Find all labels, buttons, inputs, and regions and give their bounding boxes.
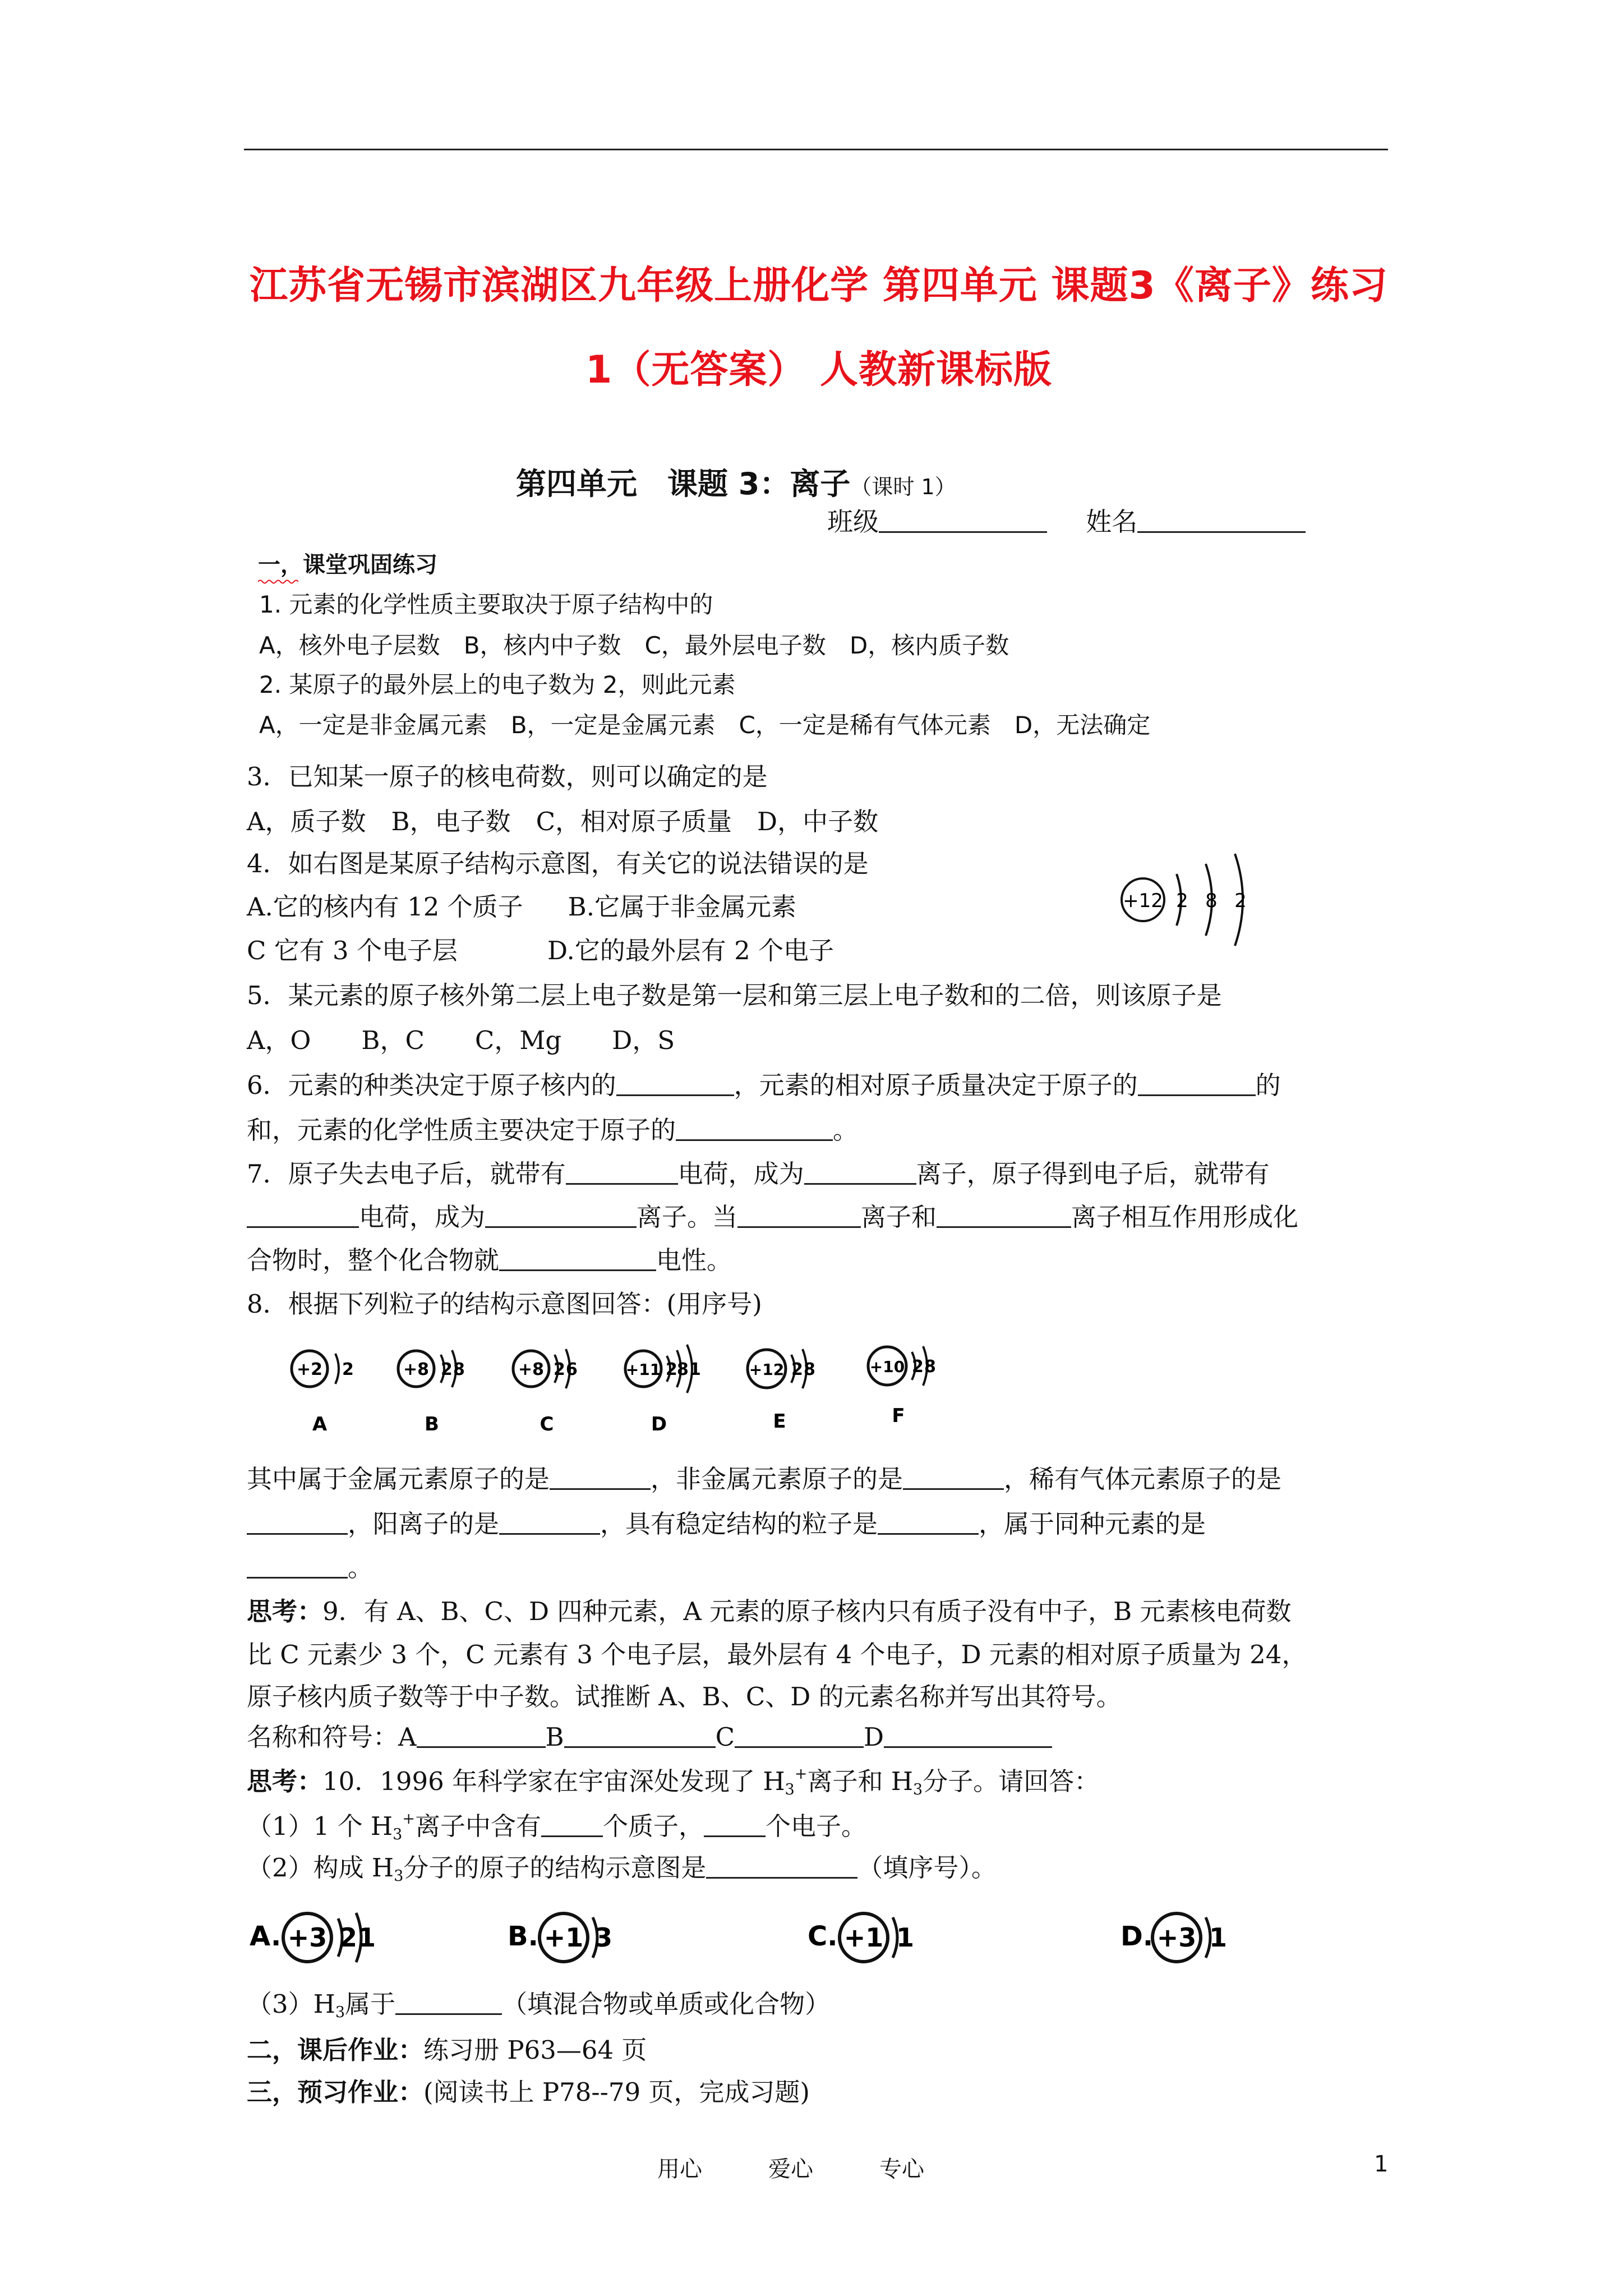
question-8-line1: [247, 1465, 1281, 1493]
q10-1-blank-electrons[interactable]: [704, 1813, 766, 1837]
q9-letter-b: B: [545, 1722, 564, 1752]
page-number: 1: [1374, 2151, 1389, 2177]
q8-text-1: 其中属于金属元素原子的是: [247, 1464, 550, 1494]
question-9-line3: 原子核内质子数等于中子数。试推断 A、B、C、D 的元素名称并写出其符号。: [247, 1682, 1122, 1711]
question-4: 4．如右图是某原子结构示意图，有关它的说法错误的是: [247, 849, 869, 878]
question-4-row2: [247, 937, 834, 965]
q8-f-nucleus: +10: [869, 1358, 905, 1376]
q6-text-1: 6．元素的种类决定于原子核内的: [247, 1070, 616, 1100]
q10-option-d: [1121, 1913, 1227, 1962]
think-label-10: 思考：: [247, 1766, 323, 1796]
q10-text-1: 10．1996 年科学家在宇宙深处发现了 H: [322, 1766, 785, 1796]
question-10-part3: [247, 1990, 830, 2021]
q10-1-sub: 3: [393, 1826, 403, 1843]
question-9-line4: [247, 1723, 1052, 1751]
q8-text-5: ，具有稳定结构的粒子是: [600, 1509, 878, 1539]
q7-text-4: 电荷，成为: [359, 1202, 486, 1232]
q4-option-d: D.它的最外层有 2 个电子: [547, 936, 834, 965]
q10-2-text-1: （2）构成 H: [247, 1853, 394, 1883]
q7-text-7: 离子相互作用形成化: [1071, 1202, 1299, 1232]
q6-text-3: 的: [1255, 1070, 1281, 1100]
q10-a-shell-2: 1: [358, 1922, 376, 1953]
q8-text-7: 。: [348, 1553, 374, 1582]
q8-text-6: ，属于同种元素的是: [979, 1509, 1206, 1539]
question-5-options: [247, 1027, 675, 1055]
question-2: 2. 某原子的最外层上的电子数为 2，则此元素: [259, 671, 736, 698]
q7-text-1: 7．原子失去电子后，就带有: [247, 1159, 566, 1189]
q8-d-letter: D: [651, 1413, 667, 1435]
q10-1-text-2: 离子中含有: [414, 1811, 541, 1841]
q7-text-9: 电性。: [656, 1245, 732, 1275]
question-7-line3: [247, 1246, 732, 1274]
q10-a-shell-1: 2: [339, 1922, 358, 1953]
q6-blank-1[interactable]: [616, 1072, 734, 1096]
q4-nucleus-label: +12: [1123, 890, 1163, 912]
question-4-row1: [247, 893, 796, 921]
q6-blank-2[interactable]: [1138, 1072, 1256, 1096]
q10-3-text-1: （3）H: [247, 1989, 335, 2019]
question-6-line2: [247, 1116, 858, 1144]
q10-option-b: [508, 1913, 612, 1962]
q8-blank-2[interactable]: [903, 1466, 1004, 1490]
q10-2-text-3: （填序号）。: [857, 1853, 997, 1883]
q7-blank-4[interactable]: [485, 1204, 637, 1228]
footer-motto-2: 爱心: [768, 2156, 813, 2182]
q8-e-shell-1: 2: [791, 1360, 803, 1379]
q10-sub-1: 3: [785, 1781, 795, 1798]
q8-diagram-b: [398, 1350, 465, 1435]
question-9-line1: [247, 1598, 1292, 1626]
q8-diagram-e: [748, 1349, 815, 1433]
q10-option-c: [808, 1913, 914, 1962]
question-7-line1: [247, 1160, 1270, 1188]
question-3: 3．已知某一原子的核电荷数，则可以确定的是: [247, 762, 768, 792]
q10-2-text-2: 分子的原子的结构示意图是: [403, 1853, 707, 1883]
q7-text-3: 离子，原子得到电子后，就带有: [916, 1159, 1270, 1189]
q10-sub-2: 3: [913, 1781, 923, 1798]
q5-option-c: C，Mg: [474, 1025, 562, 1055]
q7-blank-3[interactable]: [247, 1204, 359, 1228]
q8-b-shell-2: 8: [453, 1360, 465, 1379]
worksheet-heading-main: 第四单元 课题 3：离子: [516, 466, 851, 501]
q8-blank-4[interactable]: [499, 1511, 600, 1535]
q8-text-2: ，非金属元素原子的是: [651, 1464, 903, 1494]
q9-letter-d: D: [864, 1722, 884, 1752]
question-1: 1. 元素的化学性质主要取决于原子结构中的: [259, 591, 713, 618]
q7-text-8: 合物时，整个化合物就: [247, 1245, 500, 1275]
q10-3-sub: 3: [335, 2004, 345, 2021]
q10-d-shell-1: 1: [1209, 1922, 1228, 1953]
q6-text-2: ，元素的相对原子质量决定于原子的: [734, 1070, 1138, 1100]
q10-text-2: 离子和 H: [807, 1766, 914, 1796]
q4-option-a: A.它的核内有 12 个质子: [247, 892, 523, 922]
q8-c-shell-2: 6: [566, 1360, 578, 1379]
q4-shell-2: 8: [1205, 890, 1218, 912]
q8-c-shell-1: 2: [554, 1360, 565, 1379]
q8-e-shell-2: 8: [804, 1360, 815, 1379]
q10-a-letter: A.: [250, 1921, 282, 1952]
document-title-line1: 江苏省无锡市滨湖区九年级上册化学 第四单元 课题3《离子》练习: [250, 264, 1388, 308]
q10-3-text-2: 属于: [345, 1989, 396, 2019]
q7-blank-1[interactable]: [566, 1161, 678, 1185]
q8-b-nucleus: +8: [403, 1360, 430, 1379]
q4-shell-1: 2: [1176, 890, 1188, 912]
q8-d-shell-2: 8: [677, 1360, 689, 1379]
question-10-part2: [247, 1854, 997, 1885]
name-blank[interactable]: [1137, 509, 1306, 533]
q10-2-blank[interactable]: [706, 1855, 857, 1879]
q4-option-b: B.它属于非金属元素: [568, 892, 797, 922]
q5-option-a: A，O: [247, 1025, 311, 1055]
q7-text-2: 电荷，成为: [677, 1159, 804, 1189]
q4-atom-diagram: [1116, 841, 1273, 965]
question-1-options: A，核外电子层数 B，核内中子数 C，最外层电子数 D，核内质子数: [259, 632, 1009, 659]
q6-text-4: 和，元素的化学性质主要决定于原子的: [247, 1115, 676, 1145]
q10-d-nucleus: +3: [1156, 1922, 1197, 1953]
q5-option-d: D，S: [612, 1025, 675, 1055]
q8-a-nucleus: +2: [296, 1360, 323, 1379]
class-label: 班级: [827, 507, 879, 537]
q10-3-blank[interactable]: [395, 1991, 502, 2015]
section2-text: 练习册 P63—64 页: [423, 2035, 647, 2065]
q9-blank-b[interactable]: [564, 1724, 716, 1748]
q8-blank-5[interactable]: [878, 1511, 979, 1535]
question-3-options: A，质子数 B，电子数 C，相对原子质量 D，中子数: [247, 807, 879, 836]
q8-f-shell-2: 8: [924, 1357, 936, 1377]
q10-b-letter: B.: [508, 1921, 538, 1952]
q6-blank-3[interactable]: [676, 1117, 833, 1141]
q8-diagram-d: [625, 1345, 701, 1435]
question-10: [247, 1766, 1099, 1798]
q8-diagram-c: [513, 1349, 578, 1435]
q10-3-text-3: （填混合物或单质或化合物）: [502, 1989, 831, 2019]
q6-text-5: 。: [833, 1115, 859, 1145]
q4-option-c: C 它有 3 个电子层: [247, 936, 458, 965]
q8-text-3: ，稀有气体元素原子的是: [1004, 1464, 1282, 1494]
q4-shell-3: 2: [1234, 890, 1247, 912]
section3-text: (阅读书上 P78--79 页，完成习题): [423, 2077, 810, 2107]
footer-motto-1: 用心: [657, 2156, 702, 2182]
q7-blank-2[interactable]: [804, 1161, 916, 1185]
q8-blank-1[interactable]: [550, 1466, 651, 1490]
question-10-part1: [247, 1811, 866, 1843]
q8-f-letter: F: [892, 1405, 905, 1427]
class-name-fields: [827, 508, 1306, 536]
q10-c-shell-1: 1: [896, 1922, 915, 1953]
section2: [247, 2036, 647, 2064]
q10-a-nucleus: +3: [287, 1922, 328, 1953]
q8-d-shell-1: 2: [666, 1360, 677, 1379]
name-label: 姓名: [1086, 507, 1138, 537]
question-5: 5．某元素的原子核外第二层上电子数是第一层和第三层上电子数和的二倍，则该原子是: [247, 981, 1222, 1010]
spellcheck-underline: [258, 579, 298, 585]
q8-a-letter: A: [312, 1413, 328, 1435]
q10-d-letter: D.: [1121, 1921, 1154, 1952]
q10-c-letter: C.: [808, 1921, 838, 1952]
worksheet-heading-lesson: （课时 1）: [850, 475, 956, 499]
worksheet-heading: [516, 460, 956, 503]
q10-1-text-4: 个电子。: [765, 1811, 866, 1841]
section2-label: 二，课后作业：: [247, 2035, 424, 2065]
question-8: 8．根据下列粒子的结构示意图回答：(用序号): [247, 1289, 762, 1319]
section1-heading: 一，课堂巩固练习: [258, 552, 437, 578]
q8-d-shell-3: 1: [689, 1360, 701, 1379]
q8-b-letter: B: [425, 1413, 439, 1435]
q10-diagram-row: [250, 1901, 1270, 1979]
q8-c-letter: C: [540, 1413, 554, 1435]
footer-motto-3: 专心: [879, 2156, 924, 2182]
q10-1-text-1: （1）1 个 H: [247, 1811, 393, 1841]
q7-blank-6[interactable]: [937, 1204, 1071, 1228]
q7-blank-7[interactable]: [499, 1247, 656, 1271]
question-7-line2: [247, 1203, 1298, 1231]
question-8-line2: [247, 1510, 1206, 1538]
q10-1-text-3: 个质子，: [602, 1811, 704, 1841]
q9-blank-a[interactable]: [417, 1724, 546, 1748]
q8-b-shell-1: 2: [441, 1360, 453, 1379]
question-2-options: A，一定是非金属元素 B，一定是金属元素 C，一定是稀有气体元素 D，无法确定: [259, 711, 1151, 739]
q8-diagram-f: [868, 1346, 936, 1427]
q8-blank-6[interactable]: [247, 1554, 348, 1579]
q9-text-4: 名称和符号：A: [247, 1722, 417, 1752]
q8-blank-3[interactable]: [247, 1511, 348, 1535]
question-6-line1: [247, 1071, 1281, 1099]
q7-text-5: 离子。当: [637, 1202, 738, 1232]
q9-blank-c[interactable]: [735, 1724, 864, 1748]
q10-1-blank-protons[interactable]: [541, 1813, 603, 1837]
q9-blank-d[interactable]: [884, 1724, 1052, 1748]
q7-text-6: 离子和: [861, 1202, 937, 1232]
section3-label: 三，预习作业：: [247, 2077, 424, 2107]
document-title-line2: 1（无答案） 人教新课标版: [585, 348, 1052, 392]
q8-diagram-a: [292, 1351, 354, 1435]
q9-text-1: 9．有 A、B、C、D 四种元素，A 元素的原子核内只有质子没有中子，B 元素核电荷数: [322, 1596, 1292, 1626]
q8-a-shell-1: 2: [342, 1360, 354, 1379]
q7-blank-5[interactable]: [737, 1204, 861, 1228]
q8-c-nucleus: +8: [518, 1360, 545, 1379]
q5-option-b: B，C: [361, 1025, 425, 1055]
q8-e-nucleus: +12: [749, 1360, 785, 1379]
q8-diagram-row: [286, 1338, 993, 1444]
q8-e-letter: E: [773, 1410, 786, 1433]
header-rule: [244, 149, 1388, 150]
q8-f-shell-1: 2: [912, 1357, 924, 1377]
class-blank[interactable]: [879, 509, 1047, 533]
q10-c-nucleus: +1: [843, 1922, 884, 1953]
q10-text-3: 分子。请回答：: [923, 1766, 1100, 1796]
section3: [247, 2078, 810, 2106]
think-label-9: 思考：: [247, 1596, 323, 1626]
q9-letter-c: C: [715, 1722, 735, 1752]
q10-sup-1: +: [794, 1765, 808, 1783]
q10-2-sub: 3: [394, 1867, 404, 1885]
question-9-line2: 比 C 元素少 3 个，C 元素有 3 个电子层，最外层有 4 个电子，D 元素的相对原子质量为 24，: [247, 1640, 1307, 1669]
q8-d-nucleus: +11: [625, 1360, 661, 1379]
q10-option-a: [250, 1913, 376, 1962]
question-8-line3: [247, 1554, 373, 1582]
q8-text-4: ，阳离子的是: [348, 1509, 500, 1539]
q10-b-nucleus: +1: [543, 1922, 584, 1953]
q10-1-sup: +: [402, 1810, 415, 1828]
q10-b-shell-1: 3: [594, 1922, 613, 1953]
